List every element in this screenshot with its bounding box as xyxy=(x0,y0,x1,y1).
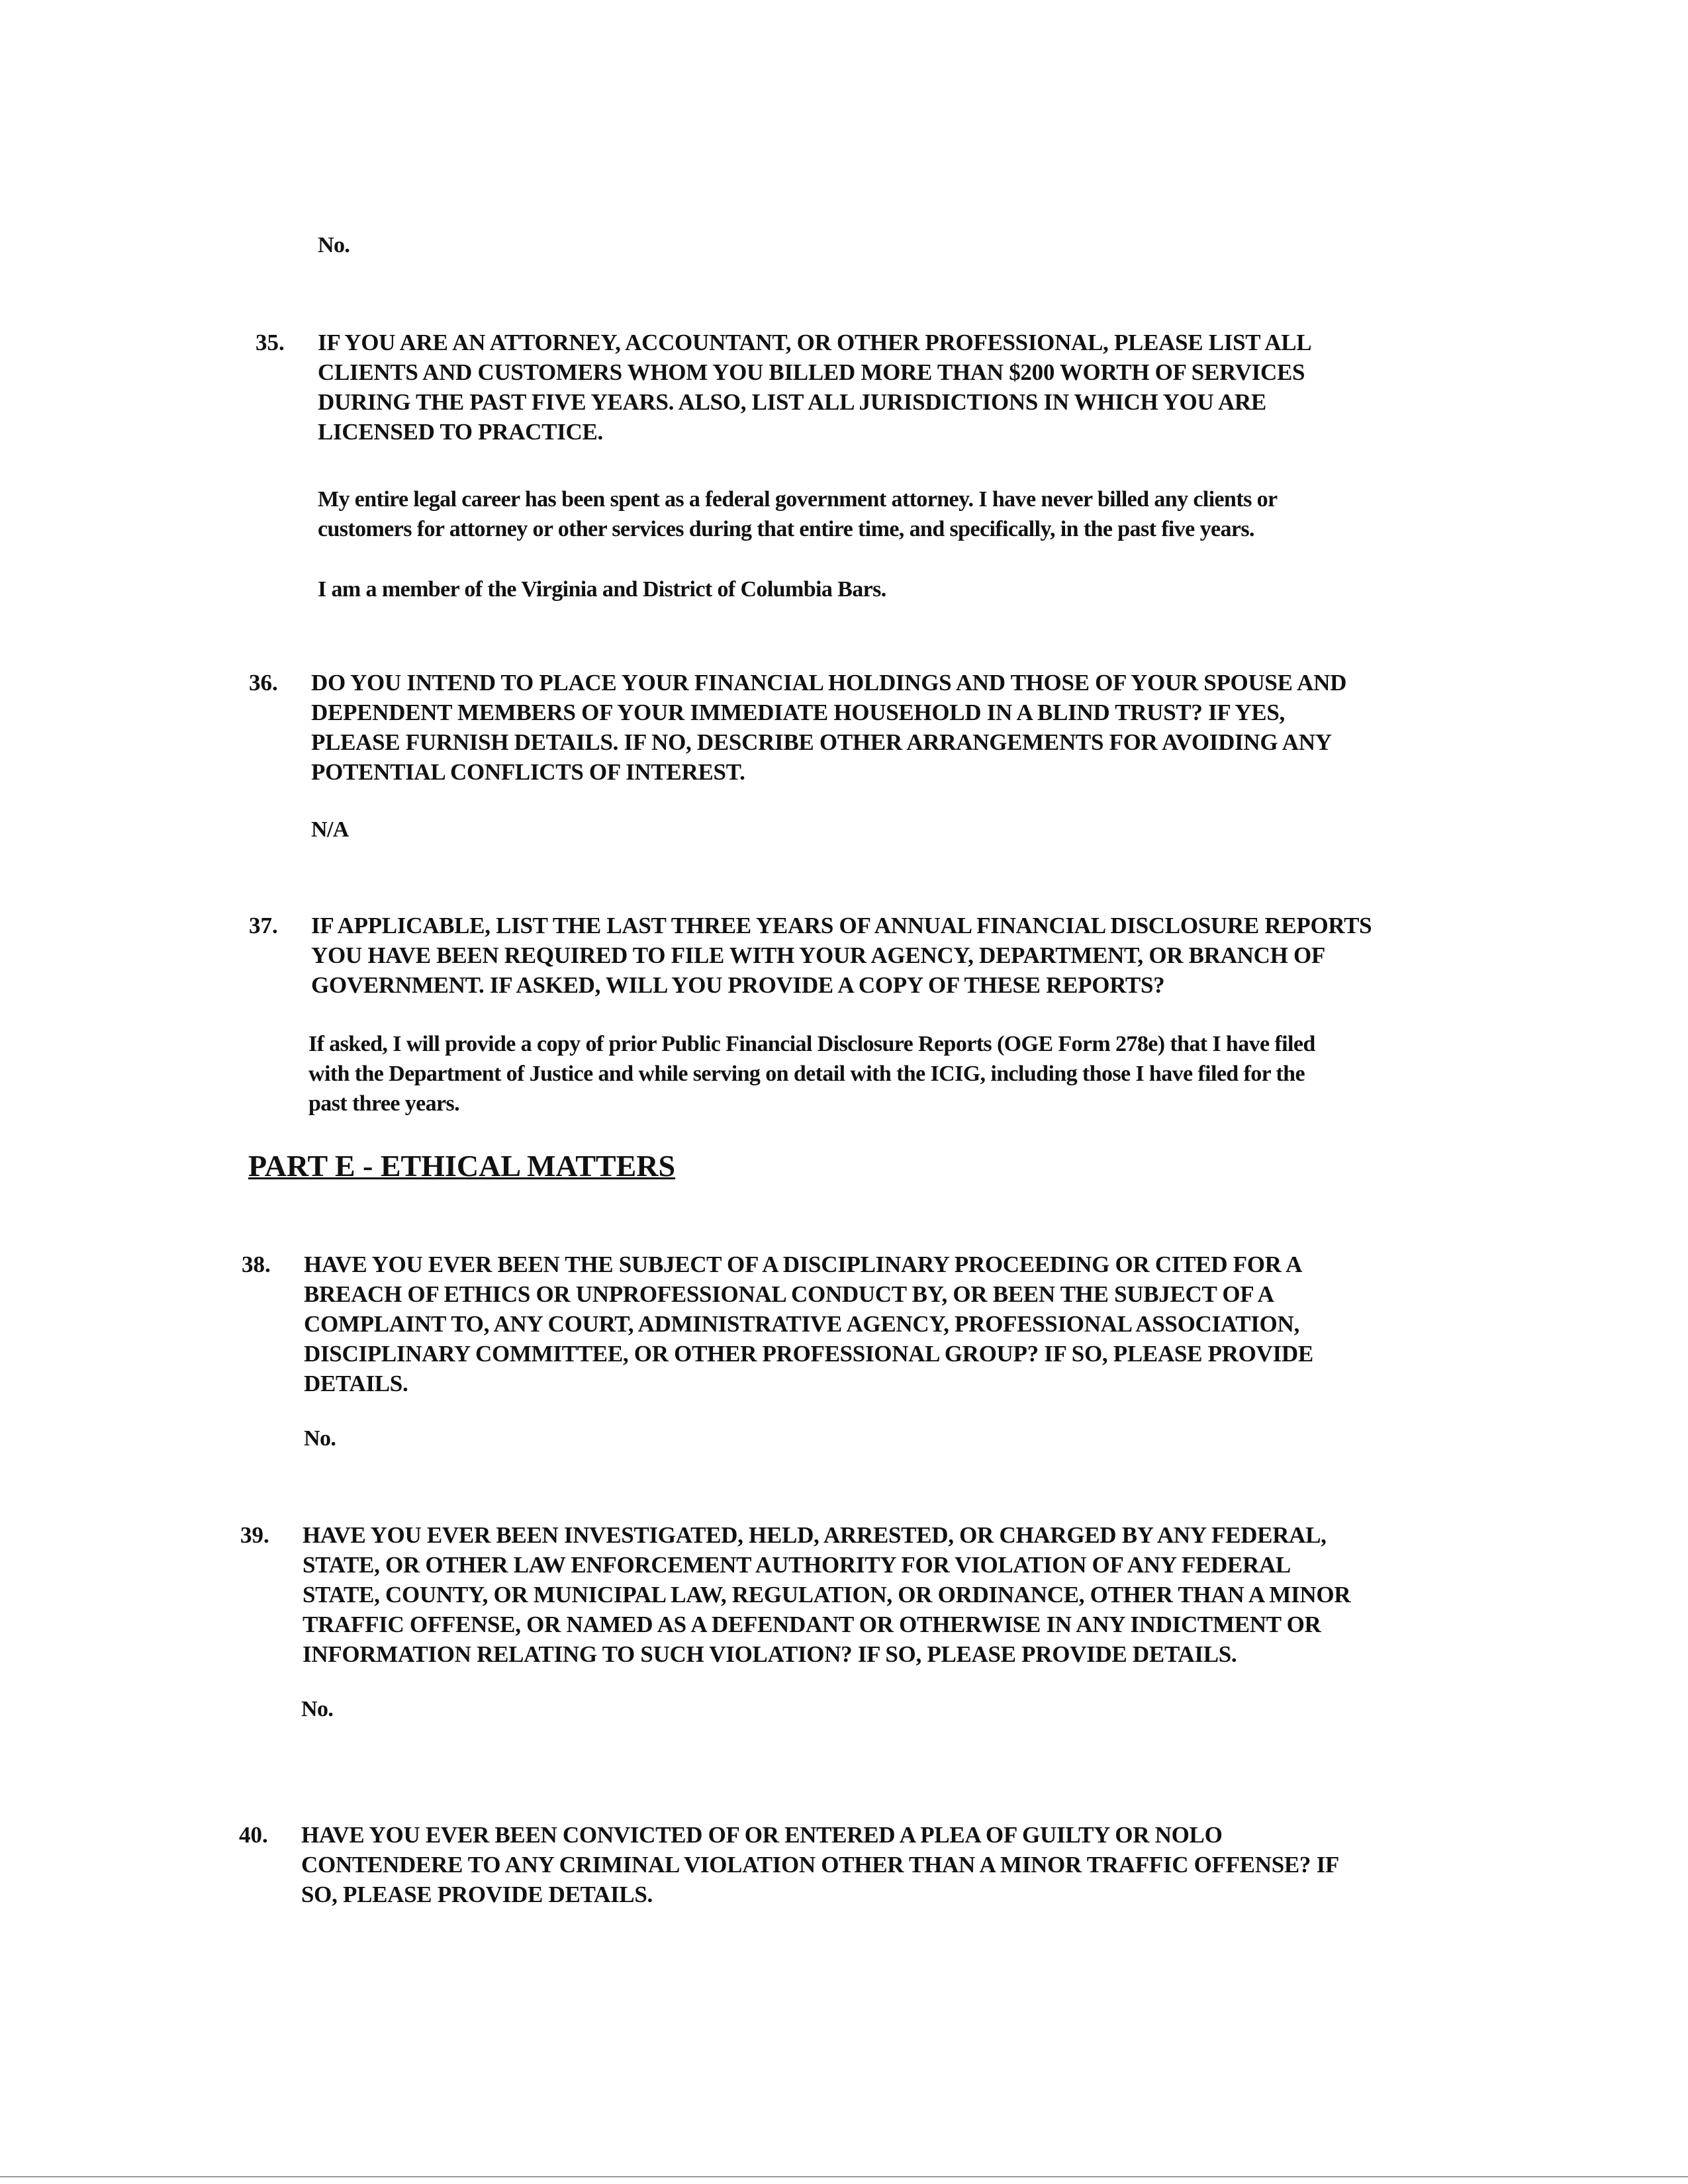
question-line: STATE, OR OTHER LAW ENFORCEMENT AUTHORITY FOR VIOLATION OF ANY FEDERAL xyxy=(303,1552,1291,1578)
question-line: STATE, COUNTY, OR MUNICIPAL LAW, REGULATION, OR ORDINANCE, OTHER THAN A MINOR xyxy=(303,1582,1351,1608)
answer-text: No. xyxy=(318,233,350,257)
question-38 xyxy=(304,1250,1313,1398)
question-line: LICENSED TO PRACTICE. xyxy=(318,419,603,445)
answer-line: If asked, I will provide a copy of prior Public Financial Disclosure Reports (OGE Form 278e) that I have filed xyxy=(308,1032,1315,1056)
answer-line: No. xyxy=(301,1697,334,1721)
question-line: CONTENDERE TO ANY CRIMINAL VIOLATION OTHER THAN A MINOR TRAFFIC OFFENSE? IF xyxy=(301,1852,1339,1878)
question-39 xyxy=(303,1520,1350,1669)
question-39-number: 39. xyxy=(240,1522,269,1548)
answer-line: My entire legal career has been spent as a federal government attorney. I have never billed any clients or xyxy=(318,487,1278,512)
question-line: DURING THE PAST FIVE YEARS. ALSO, LIST ALL JURISDICTIONS IN WHICH YOU ARE xyxy=(318,389,1266,415)
answer-35 xyxy=(318,484,1278,544)
question-line: PLEASE FURNISH DETAILS. IF NO, DESCRIBE OTHER ARRANGEMENTS FOR AVOIDING ANY xyxy=(311,729,1332,755)
answer-line: customers for attorney or other services during that entire time, and specifically, in the past five years. xyxy=(318,517,1254,541)
question-line: HAVE YOU EVER BEEN CONVICTED OF OR ENTERED A PLEA OF GUILTY OR NOLO xyxy=(301,1822,1223,1848)
question-37-number: 37. xyxy=(249,913,278,938)
question-line: DETAILS. xyxy=(304,1371,408,1396)
scan-edge-line xyxy=(0,2176,1688,2177)
question-35 xyxy=(318,328,1311,447)
question-line: IF YOU ARE AN ATTORNEY, ACCOUNTANT, OR OTHER PROFESSIONAL, PLEASE LIST ALL xyxy=(318,330,1312,355)
question-40 xyxy=(301,1820,1339,1909)
answer-38 xyxy=(304,1424,336,1453)
question-line: YOU HAVE BEEN REQUIRED TO FILE WITH YOUR AGENCY, DEPARTMENT, OR BRANCH OF xyxy=(311,942,1326,968)
question-35-number: 35. xyxy=(256,330,285,355)
answer-line: with the Department of Justice and while serving on detail with the ICIG, including those I have filed for the xyxy=(308,1062,1305,1086)
question-line: INFORMATION RELATING TO SUCH VIOLATION? IF SO, PLEASE PROVIDE DETAILS. xyxy=(303,1641,1237,1667)
answer-35-bars xyxy=(318,574,886,604)
question-line: COMPLAINT TO, ANY COURT, ADMINISTRATIVE AGENCY, PROFESSIONAL ASSOCIATION, xyxy=(304,1311,1299,1337)
question-line: DISCIPLINARY COMMITTEE, OR OTHER PROFESSIONAL GROUP? IF SO, PLEASE PROVIDE xyxy=(304,1341,1313,1367)
question-line: POTENTIAL CONFLICTS OF INTEREST. xyxy=(311,759,745,785)
question-40-number: 40. xyxy=(239,1822,268,1848)
question-line: DEPENDENT MEMBERS OF YOUR IMMEDIATE HOUSEHOLD IN A BLIND TRUST? IF YES, xyxy=(311,700,1285,725)
question-line: CLIENTS AND CUSTOMERS WHOM YOU BILLED MORE THAN $200 WORTH OF SERVICES xyxy=(318,359,1305,385)
question-line: HAVE YOU EVER BEEN INVESTIGATED, HELD, ARRESTED, OR CHARGED BY ANY FEDERAL, xyxy=(303,1522,1327,1548)
answer-37 xyxy=(308,1029,1315,1118)
question-36-number: 36. xyxy=(249,670,278,696)
answer-line: No. xyxy=(304,1426,336,1451)
question-line: HAVE YOU EVER BEEN THE SUBJECT OF A DISCIPLINARY PROCEEDING OR CITED FOR A xyxy=(304,1251,1303,1277)
question-line: GOVERNMENT. IF ASKED, WILL YOU PROVIDE A COPY OF THESE REPORTS? xyxy=(311,972,1165,998)
question-line: DO YOU INTEND TO PLACE YOUR FINANCIAL HOLDINGS AND THOSE OF YOUR SPOUSE AND xyxy=(311,670,1347,696)
question-36 xyxy=(311,668,1346,787)
answer-36 xyxy=(311,815,349,844)
answer-line: N/A xyxy=(311,817,349,842)
question-line: TRAFFIC OFFENSE, OR NAMED AS A DEFENDANT OR OTHERWISE IN ANY INDICTMENT OR xyxy=(303,1612,1321,1637)
section-heading-part-e: PART E - ETHICAL MATTERS xyxy=(248,1149,676,1183)
question-line: IF APPLICABLE, LIST THE LAST THREE YEARS OF ANNUAL FINANCIAL DISCLOSURE REPORTS xyxy=(311,913,1372,938)
question-line: BREACH OF ETHICS OR UNPROFESSIONAL CONDUCT BY, OR BEEN THE SUBJECT OF A xyxy=(304,1281,1274,1307)
answer-line: I am a member of the Virginia and District of Columbia Bars. xyxy=(318,577,886,602)
question-line: SO, PLEASE PROVIDE DETAILS. xyxy=(301,1882,653,1907)
question-37 xyxy=(311,911,1372,1000)
answer-34 xyxy=(318,230,350,260)
answer-39 xyxy=(301,1694,333,1724)
answer-line: past three years. xyxy=(308,1091,460,1116)
question-38-number: 38. xyxy=(242,1251,271,1277)
